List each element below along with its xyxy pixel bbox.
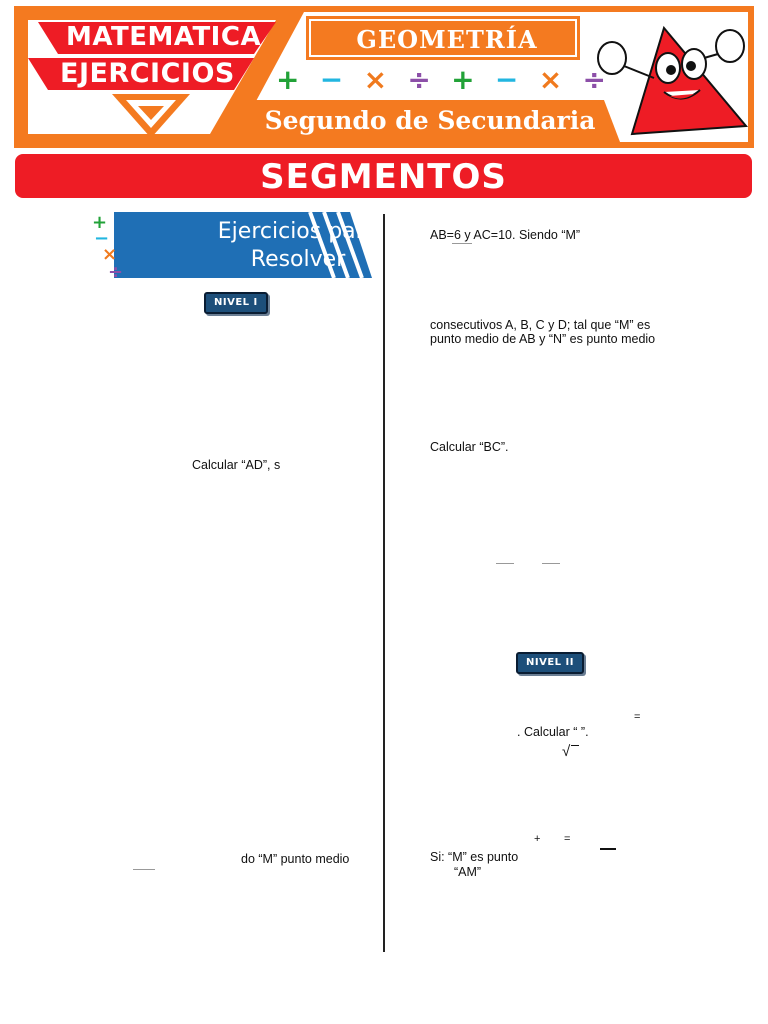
plus-icon: + <box>276 62 300 96</box>
times-icon: × <box>363 62 388 96</box>
sqrt-icon: √ <box>562 743 571 760</box>
sqrt-bar <box>571 745 579 746</box>
plus-icon: + <box>451 62 475 96</box>
exercise-text: Calcular “AD”, s <box>192 458 281 472</box>
section-label-text: Ejercicios para Resolver <box>217 219 379 272</box>
svg-text:÷: ÷ <box>108 262 124 282</box>
svg-text:−: − <box>94 228 110 249</box>
svg-text:×: × <box>102 244 118 265</box>
exercise-text: Calcular “BC”. <box>430 440 509 454</box>
page-title: SEGMENTOS <box>260 157 507 197</box>
exercise-text: Si: “M” es punto <box>430 850 519 864</box>
exercise-text: “AM” <box>454 865 482 879</box>
logo-title: MATEMATICA <box>66 22 262 52</box>
svg-text:+: + <box>92 212 108 233</box>
segment-bar <box>452 243 472 244</box>
equals-sign: = <box>634 711 641 723</box>
header-banner <box>14 6 754 148</box>
section-label <box>88 208 379 282</box>
divide-icon: ÷ <box>407 62 431 96</box>
times-icon: × <box>538 62 563 96</box>
logo-subtitle: EJERCICIOS <box>60 58 235 89</box>
minus-icon: − <box>319 62 344 96</box>
divide-icon: ÷ <box>582 62 606 96</box>
nivel-2-badge: NIVEL II <box>516 652 584 674</box>
exercise-text <box>430 318 676 346</box>
segment-bar <box>542 563 560 564</box>
nivel-1-badge: NIVEL I <box>204 292 268 314</box>
operator-row <box>276 62 606 96</box>
segment-bar <box>133 869 155 870</box>
exercise-line: consecutivos A, B, C y D; tal que “M” es <box>430 318 651 332</box>
column-divider <box>383 214 385 952</box>
grade-label: Segundo de Secundaria <box>264 106 596 135</box>
subject-label: GEOMETRÍA <box>356 25 538 54</box>
exercise-text: AB=6 y AC=10. Siendo “M” <box>430 228 581 242</box>
minus-icon: − <box>494 62 519 96</box>
exercise-line: punto medio de AB y “N” es punto medio <box>430 332 656 346</box>
title-bar <box>15 154 752 198</box>
fraction-bar <box>600 848 616 850</box>
exercise-text: . Calcular “ ”. <box>517 725 589 739</box>
equals-sign: = <box>564 833 571 845</box>
plus-sign: + <box>534 833 541 845</box>
segment-bar <box>496 563 514 564</box>
exercise-text: do “M” punto medio <box>241 852 350 866</box>
